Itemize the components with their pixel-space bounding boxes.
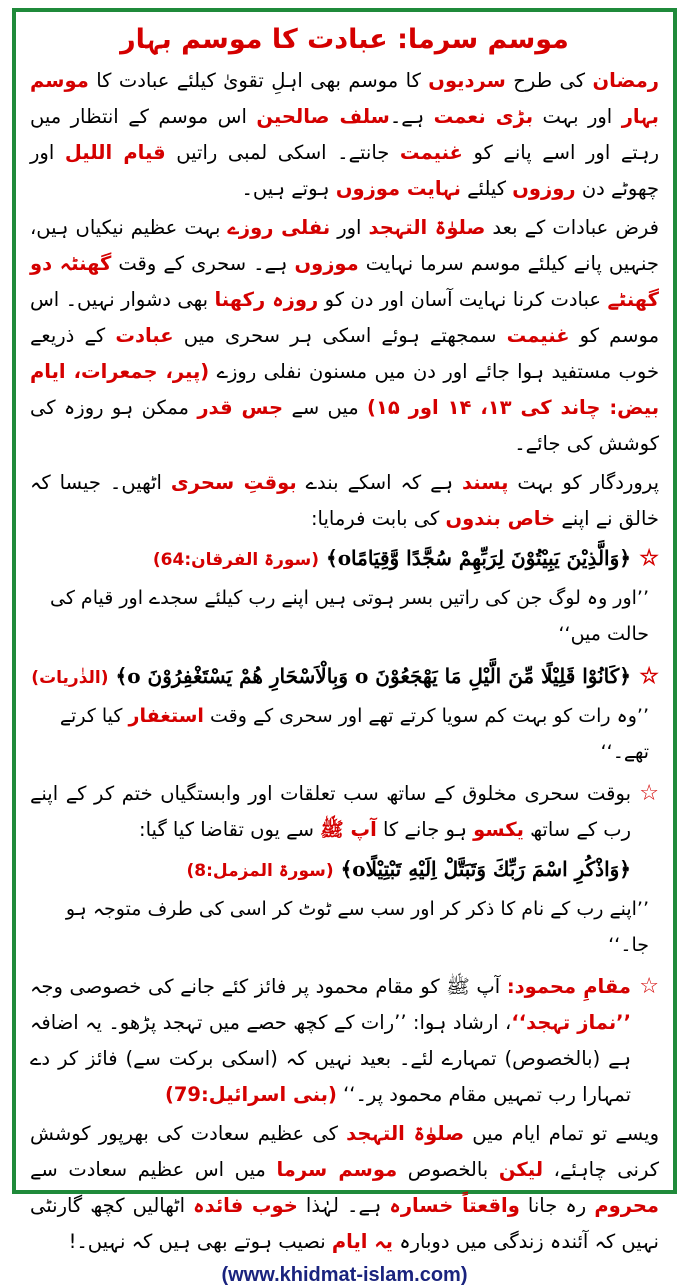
verse-text: ﴿وَاذْكُرِ اسْمَ رَبِّكَ وَتَبَتَّلْ اِلَيْهِ تَبْتِيْلًاo﴾ [340,857,631,881]
body-text: ، ارشاد ہوا: ’’رات کے کچھ حصے میں تہجد پڑھو۔ یہ اضافہ ہے (بالخصوص) تمہارے لئے۔ بعید نہیں کہ (اسکی برکت سے) فائز کر دے تمہارا رب تمہیں مقام محمود پر۔‘‘ [30,1011,631,1106]
highlight-text: نفلی روزے [227,216,331,239]
body-text: کی طرح [505,69,593,92]
highlight-text: آپ ﷺ [320,818,377,841]
body-text: ہے کہ اسکے بندے [296,471,462,494]
highlight-text: غنیمت [399,141,463,164]
verse-reference: (الذٰریات) [31,668,109,688]
verse-furqan [30,540,659,578]
body-text: کیا کرتے تھے۔‘‘ [59,705,649,763]
highlight-text: صلوٰۃ التہجد [368,216,486,239]
lord-likes-paragraph [30,465,659,537]
highlight-text: پسند [462,471,509,494]
body-text: ممکن ہو روزہ کی کوشش کی جائے۔ [30,396,659,455]
highlight-text: موسم سرما [276,1158,398,1181]
highlight-text: بوقتِ سحری [170,471,297,494]
highlight-text: (پیر، جمعرات، ایام بیض: چاند کی ۱۳، ۱۴ اور ۱۵) [30,360,660,419]
body-text: ’’وہ رات کو بہت کم سویا کرتے تھے اور سحری کے وقت [203,705,649,727]
body-text: پروردگار کو بہت [508,471,660,494]
body-text: کا موسم بھی اہلِ تقویٰ کیلئے عبادت کا [88,69,429,92]
highlight-text: عبادت [115,324,174,347]
highlight-text: ’’نماز تہجد‘‘ [511,1011,631,1034]
website-link[interactable]: (www.khidmat-islam.com) [221,1264,468,1286]
body-text: سے یوں تقاضا کیا گیا: [139,818,321,841]
highlight-text: یہ ایام [331,1230,394,1253]
body-text: ہے۔ سحری کے وقت [111,252,295,275]
highlight-text: واقعتاً خسارہ [389,1194,520,1217]
verse-dhariyat [30,658,659,696]
highlight-text: موزوں [294,252,359,275]
maqam-mahmood-bullet [30,969,659,1113]
star-icon: ☆ [639,663,659,689]
verse-reference: (سورۃ الفرقان:64) [152,550,319,570]
body-text: بہت عظیم نیکیاں ہیں، جنہیں پانے کیلئے موسم سرما نہایت [30,216,659,275]
body-text: اور [330,216,369,239]
highlight-text: قیام اللیل [64,141,166,164]
star-icon: ☆ [639,974,659,999]
maqam-mahmood-text [30,975,631,1106]
body-text: ہوتے ہیں۔ [241,177,336,200]
body-text: اٹھالیں کچھ گارنٹی نہیں کہ آئندہ زندگی میں دوبارہ [30,1194,659,1253]
body-text: میں سے [283,396,368,419]
body-text: اس موسم کے انتظار میں رہتے اور اسے پانے کو [30,105,659,164]
highlight-text: خوب فائدہ [193,1194,298,1217]
body-text: ہے۔ [389,105,434,128]
highlight-text: صلوٰۃ التہجد [346,1122,465,1145]
verse-muzzammil [30,851,659,889]
body-text: بالخصوص [397,1158,499,1181]
highlight-text: سلف صالحین [256,105,390,128]
highlight-text: سردیوں [428,69,506,92]
page-title: موسم سرما: عبادت کا موسم بہار [120,24,569,55]
closing-paragraph [30,1116,659,1260]
body-text: اور بہت [533,105,622,128]
body-text: جانتے۔ اسکی لمبی راتیں [165,141,400,164]
intro-paragraph [30,63,659,207]
verse-text: ﴿وَالَّذِیْنَ یَبِیْتُوْنَ لِرَبِّهِمْ سُجَّدًا وَّقِیَامًاo﴾ [325,546,631,570]
verse-reference: (سورۃ المزمل:8) [186,861,334,881]
highlight-text: لیکن [498,1158,544,1181]
body-text: کے ذریعے خوب مستفید ہوا جائے اور دن میں مسنون نفلی روزے [30,324,660,383]
highlight-text: بڑی نعمت [433,105,534,128]
body-text: کیلئے [460,177,513,200]
highlight-text: گھنٹہ دو گھنٹے [30,252,659,311]
body-text: فرض عبادات کے بعد [485,216,659,239]
highlight-text: خاص بندوں [445,507,556,530]
star-icon: ☆ [639,545,659,571]
sehri-bullet [30,776,659,848]
sehri-bullet-text [30,782,631,841]
body-text: آپ ﷺ کو مقام محمود پر فائز کئے جانے کی خصوصی وجہ [30,975,507,998]
body-text: سمجھتے ہوئے اسکی ہر سحری میں [173,324,507,347]
highlight-text: محروم [594,1194,659,1217]
highlight-text: روزوں [512,177,576,200]
highlight-text: رمضان [592,69,659,92]
body-text: کی عظیم سعادت کی بھرپور کوشش کرنی چاہئے، [30,1122,660,1181]
highlight-text: غنیمت [506,324,570,347]
star-icon: ☆ [639,781,659,806]
highlight-text: یکسو [473,818,524,841]
body-text: ویسے تو تمام ایام میں [464,1122,659,1145]
highlight-text: نہایت موزوں [335,177,461,200]
body-text: کی بابت فرمایا: [310,507,446,530]
highlight-text: جس قدر [197,396,284,419]
body-text: بھی دشوار نہیں۔ اس موسم کو [30,288,660,347]
verse-text: ﴿كَانُوْا قَلِيْلًا مِّنَ الَّيْلِ مَا يَهْجَعُوْنَ o وَبِالْاَسْحَارِ هُمْ يَسْتَغْفِرُوْنَ o﴾ [115,664,631,688]
body-text: اٹھیں۔ جیسا کہ خالق نے اپنے [30,471,659,530]
translation-dhariyat [30,698,659,770]
body-text: میں اس عظیم سعادت سے [30,1158,277,1181]
highlight-text: استغفار [128,705,204,727]
highlight-text: موسم بہار [30,69,659,128]
body-text: بوقت سحری مخلوق کے ساتھ سب تعلقات اور وابستگیاں ختم کر کے اپنے رب کے ساتھ [30,782,631,841]
highlight-text: (بنی اسرائیل:79) [164,1083,337,1106]
body-text: ہے۔ لہٰذا [297,1194,390,1217]
highlight-text: مقامِ محمود: [506,975,631,998]
body-text: ہو جانے کا [376,818,474,841]
translation-furqan: ’’اور وہ لوگ جن کی راتیں بسر ہوتی ہیں اپنے رب کیلئے سجدے اور قیام کی حالت میں‘‘ [50,587,649,645]
article-card [12,8,677,1286]
translation-muzzammil: ’’اپنے رب کے نام کا ذکر کر اور سب سے ٹوٹ کر اسی کی طرف متوجہ ہو جا۔‘‘ [65,898,649,956]
worship-paragraph [30,210,659,462]
body-text: عبادت کرنا نہایت آسان اور دن کو [318,288,608,311]
body-text: نصیب ہوتے بھی ہیں کہ نہیں۔! [68,1230,332,1253]
highlight-text: روزہ رکھنا [214,288,319,311]
body-text: رہ جانا [519,1194,595,1217]
body-text: اور چھوٹے دن [30,141,659,200]
